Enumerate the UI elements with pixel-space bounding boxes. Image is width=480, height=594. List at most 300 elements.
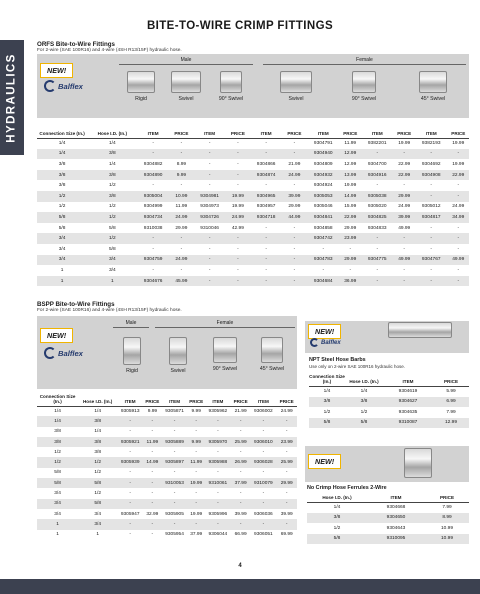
table-cell: 5.99 bbox=[446, 389, 456, 394]
table-cell: 69.99 bbox=[280, 532, 293, 538]
table-cell: - bbox=[448, 276, 469, 287]
table-row bbox=[37, 212, 469, 223]
table-row bbox=[309, 397, 469, 408]
bspp-fitting-45-swivel bbox=[249, 337, 295, 372]
fitting-image bbox=[404, 448, 432, 478]
table-cell: - bbox=[143, 416, 161, 426]
orfs-brand-logo bbox=[44, 80, 83, 92]
table-cell: 9305962 bbox=[208, 408, 228, 414]
table-cell: - bbox=[208, 141, 211, 147]
table-cell: 1/2 bbox=[94, 491, 101, 497]
table-cell: 5/8 bbox=[78, 499, 117, 509]
column-header: PRICE bbox=[169, 124, 194, 138]
table-cell: 11.99 bbox=[175, 204, 188, 210]
table-cell: 22.99 bbox=[448, 170, 469, 181]
table-cell: - bbox=[180, 141, 183, 147]
table-cell: - bbox=[282, 255, 307, 266]
table-row bbox=[37, 427, 297, 437]
table-cell: 9305871 bbox=[165, 408, 184, 414]
table-cell: - bbox=[276, 416, 297, 426]
table-cell: 1/4 bbox=[333, 505, 341, 510]
table-cell: 1 bbox=[87, 276, 137, 287]
table-cell: - bbox=[282, 149, 307, 160]
table-cell: - bbox=[188, 499, 205, 509]
table-cell: 66.99 bbox=[234, 532, 247, 538]
table-cell: - bbox=[282, 276, 307, 287]
table-cell: 3/8 bbox=[78, 416, 117, 426]
table-cell: - bbox=[173, 449, 176, 455]
table-cell: 9304775 bbox=[361, 255, 394, 266]
table-cell: - bbox=[194, 170, 225, 181]
table-cell: - bbox=[195, 491, 198, 497]
column-header: Hose I.D. (In.) bbox=[345, 372, 383, 386]
table-cell: 24.99 bbox=[280, 408, 293, 414]
table-cell: 9304742 bbox=[307, 233, 340, 244]
table-row bbox=[309, 418, 469, 429]
table-cell: 10.99 bbox=[440, 525, 453, 531]
table-cell: 29.99 bbox=[175, 225, 188, 231]
table-cell: 3/4 bbox=[94, 511, 101, 517]
column-header: ITEM bbox=[250, 124, 281, 138]
column-header: ITEM bbox=[383, 372, 433, 386]
table-cell: 9304668 bbox=[386, 505, 406, 510]
table-cell: 9304635 bbox=[398, 409, 418, 415]
table-cell: - bbox=[151, 491, 154, 497]
table-cell: 12.99 bbox=[344, 161, 357, 167]
column-header: PRICE bbox=[143, 392, 161, 406]
table-cell: - bbox=[262, 470, 265, 476]
fitting-image bbox=[213, 337, 237, 363]
table-cell: - bbox=[415, 233, 448, 244]
table-row bbox=[37, 170, 469, 181]
table-cell: - bbox=[239, 491, 242, 497]
table-cell: 44.99 bbox=[282, 212, 307, 223]
table-cell: 9382201 bbox=[367, 141, 387, 147]
table-cell: 3/4 bbox=[37, 499, 78, 509]
table-cell: - bbox=[231, 499, 251, 509]
table-cell: - bbox=[250, 149, 281, 160]
table-cell: 9.99 bbox=[169, 170, 194, 181]
table-cell: 9304858 bbox=[313, 225, 333, 231]
table-cell: - bbox=[457, 183, 460, 189]
table-cell: 19.99 bbox=[398, 141, 411, 147]
table-cell: 36.99 bbox=[340, 276, 361, 287]
column-header: Hose I.D. (In.) bbox=[78, 392, 117, 406]
table-cell: - bbox=[457, 267, 460, 273]
table-cell: 29.99 bbox=[394, 191, 415, 202]
table-cell: 5/8 bbox=[108, 246, 116, 252]
table-cell: 9304973 bbox=[200, 204, 219, 210]
table-cell: 14.99 bbox=[143, 457, 161, 467]
table-row bbox=[37, 447, 297, 457]
column-header: PRICE bbox=[425, 494, 469, 502]
table-cell: 9305020 bbox=[367, 204, 387, 210]
table-cell: 3/8 bbox=[58, 161, 66, 167]
table-cell: - bbox=[152, 246, 154, 252]
table-cell: 19.99 bbox=[225, 191, 250, 202]
orfs-fitting-swivel-female bbox=[263, 71, 329, 102]
fitting-caption: 45° Swivel bbox=[259, 366, 285, 372]
table-cell: - bbox=[394, 149, 415, 160]
column-header: ITEM bbox=[361, 124, 394, 138]
bspp-group-male: Male bbox=[125, 320, 137, 326]
table-cell: 1/4 bbox=[323, 389, 331, 394]
table-cell: 3/8 bbox=[87, 170, 137, 181]
table-cell: - bbox=[143, 499, 161, 509]
table-cell: 24.99 bbox=[225, 212, 250, 223]
bspp-group-female: Female bbox=[216, 320, 234, 326]
table-cell: - bbox=[394, 276, 415, 287]
table-cell: 10.99 bbox=[169, 191, 194, 202]
table-cell: 9306002 bbox=[254, 408, 273, 414]
fitting-caption: Rigid bbox=[135, 96, 147, 102]
table-cell: 9304916 bbox=[361, 170, 394, 181]
table-cell: - bbox=[194, 255, 225, 266]
npt-title: NPT Steel Hose Barbs bbox=[309, 357, 366, 363]
table-cell: - bbox=[217, 449, 219, 455]
table-cell: - bbox=[457, 225, 460, 231]
table-cell: 9304676 bbox=[137, 276, 168, 287]
table-cell: 9382193 bbox=[421, 141, 441, 147]
table-cell: 3/8 bbox=[94, 449, 101, 455]
orfs-group-male-rule bbox=[119, 64, 253, 65]
orfs-subtitle: For 2-wire (SAE 100R16) and 4-wire (4SH R13/15F) hydraulic hose. bbox=[37, 48, 182, 53]
table-cell: 3/8 bbox=[307, 513, 367, 524]
table-cell: - bbox=[293, 246, 296, 252]
table-cell: 3/4 bbox=[37, 255, 87, 266]
table-cell: - bbox=[217, 491, 219, 497]
table-cell: 9304650 bbox=[367, 513, 425, 524]
table-cell: - bbox=[349, 267, 352, 273]
table-cell: - bbox=[180, 246, 183, 252]
table-cell: 14.99 bbox=[340, 191, 361, 202]
table-cell: 9304999 bbox=[143, 204, 163, 210]
table-cell: 9305004 bbox=[137, 191, 168, 202]
npt-brand-name: Balflex bbox=[321, 339, 341, 346]
table-cell: - bbox=[237, 267, 239, 273]
ferrule-image bbox=[378, 448, 458, 478]
table-cell: 1/4 bbox=[54, 408, 61, 414]
table-cell: 9304734 bbox=[137, 212, 168, 223]
table-cell: 5/8 bbox=[345, 418, 383, 429]
fitting-caption: Swivel bbox=[288, 96, 304, 102]
table-cell: 15.99 bbox=[344, 204, 357, 210]
table-cell: 9305905 bbox=[165, 511, 184, 517]
table-row bbox=[37, 499, 297, 509]
table-cell: - bbox=[285, 491, 288, 497]
table-cell: - bbox=[448, 149, 469, 160]
table-cell: - bbox=[361, 233, 394, 244]
table-cell: - bbox=[152, 183, 154, 189]
table-cell: 9305053 bbox=[307, 191, 340, 202]
table-cell: 24.99 bbox=[398, 204, 411, 210]
section-tab bbox=[0, 40, 24, 155]
table-cell: 1/4 bbox=[94, 429, 101, 435]
table-cell: - bbox=[237, 161, 239, 167]
table-cell: 9304817 bbox=[415, 212, 448, 223]
section-tab-label: HYDRAULICS bbox=[6, 52, 19, 143]
table-row bbox=[37, 149, 469, 160]
table-cell: 5/8 bbox=[54, 470, 61, 476]
table-cell: - bbox=[225, 255, 250, 266]
table-cell: 1 bbox=[37, 519, 78, 529]
fitting-caption: 90° Swivel bbox=[351, 96, 377, 102]
column-header: PRICE bbox=[231, 392, 251, 406]
table-cell: - bbox=[117, 499, 143, 509]
table-cell: - bbox=[143, 519, 161, 529]
table-cell: - bbox=[188, 416, 205, 426]
table-cell: 1/2 bbox=[87, 212, 137, 223]
table-cell: - bbox=[430, 225, 433, 231]
table-cell: 9310046 bbox=[200, 225, 219, 231]
balflex-logo-icon bbox=[310, 338, 319, 347]
table-cell: 9305012 bbox=[421, 204, 441, 210]
table-cell: 9306028 bbox=[250, 457, 276, 467]
table-row bbox=[309, 407, 469, 418]
orfs-group-male: Male bbox=[180, 57, 192, 63]
table-cell: 3/4 bbox=[58, 246, 66, 252]
table-cell: - bbox=[173, 429, 176, 435]
table-cell: - bbox=[322, 246, 325, 252]
orfs-fitting-swivel-male bbox=[164, 71, 208, 102]
table-cell: 9305913 bbox=[120, 408, 140, 414]
table-cell: 13.99 bbox=[340, 170, 361, 181]
table-cell: 19.99 bbox=[231, 204, 244, 210]
column-header: ITEM bbox=[250, 392, 276, 406]
table-cell: 9305988 bbox=[205, 457, 231, 467]
table-cell: 49.99 bbox=[394, 255, 415, 266]
column-header: ITEM bbox=[194, 124, 225, 138]
table-cell: - bbox=[376, 267, 379, 273]
table-cell: 9305996 bbox=[208, 511, 228, 517]
table-cell: 22.99 bbox=[394, 170, 415, 181]
table-cell: - bbox=[376, 246, 379, 252]
table-cell: 5/8 bbox=[309, 418, 345, 429]
column-header: Hose I.D. (In.) bbox=[307, 494, 367, 502]
ferrule-title: No Crimp Hose Ferrules 2-Wire bbox=[307, 485, 387, 491]
bspp-group-female-rule bbox=[155, 327, 295, 328]
fitting-caption: Swivel bbox=[170, 368, 186, 374]
table-row bbox=[37, 265, 469, 276]
fitting-caption: 90° Swivel bbox=[212, 366, 238, 372]
table-cell: - bbox=[151, 532, 154, 538]
table-cell: 25.99 bbox=[276, 457, 297, 467]
table-cell: 9.99 bbox=[188, 437, 205, 447]
balflex-logo-icon bbox=[44, 347, 56, 359]
table-cell: - bbox=[231, 519, 251, 529]
table-cell: - bbox=[195, 470, 198, 476]
table-cell: 1 bbox=[96, 532, 99, 538]
table-cell: - bbox=[239, 429, 242, 435]
table-cell: 3/8 bbox=[87, 149, 137, 160]
table-cell: 1/2 bbox=[108, 183, 116, 189]
table-cell: 22.99 bbox=[340, 212, 361, 223]
column-header: Hose I.D. (In.) bbox=[87, 124, 137, 138]
table-cell: 24.99 bbox=[452, 204, 465, 210]
table-cell: 45.99 bbox=[169, 276, 194, 287]
orfs-brand-name: Balflex bbox=[58, 81, 83, 91]
table-cell: 11.99 bbox=[188, 457, 205, 467]
ferrule-new-badge: NEW! bbox=[308, 454, 341, 469]
table-cell: - bbox=[430, 183, 433, 189]
table-cell: - bbox=[137, 149, 168, 160]
table-cell: - bbox=[265, 267, 267, 273]
table-cell: 37.99 bbox=[231, 478, 251, 488]
table-cell: 9305921 bbox=[117, 437, 143, 447]
table-cell: 1/2 bbox=[94, 470, 101, 476]
fitting-caption: 45° Swivel bbox=[420, 96, 446, 102]
table-cell: 9306044 bbox=[208, 532, 228, 538]
table-cell: 9304783 bbox=[307, 255, 340, 266]
table-row bbox=[37, 138, 469, 149]
table-cell: 6.99 bbox=[433, 397, 469, 408]
table-cell: - bbox=[403, 183, 406, 189]
table-cell: 3/8 bbox=[54, 429, 61, 435]
table-cell: 9.99 bbox=[147, 408, 158, 414]
table-cell: 39.99 bbox=[234, 511, 247, 517]
table-cell: 3/8 bbox=[345, 397, 383, 408]
table-cell: - bbox=[457, 246, 460, 252]
table-row bbox=[37, 255, 469, 266]
fitting-image bbox=[419, 71, 447, 93]
column-header: ITEM bbox=[162, 392, 188, 406]
table-cell: 9304700 bbox=[367, 161, 387, 167]
orfs-fitting-rigid bbox=[119, 71, 163, 102]
table-cell: - bbox=[322, 267, 325, 273]
table-cell: - bbox=[265, 225, 267, 231]
table-cell: - bbox=[262, 491, 265, 497]
table-cell: 3/8 bbox=[37, 437, 78, 447]
table-cell: 23.99 bbox=[340, 233, 361, 244]
fitting-caption: 90° Swivel bbox=[218, 96, 244, 102]
table-cell: 3/8 bbox=[87, 191, 137, 202]
balflex-logo-icon bbox=[44, 80, 56, 92]
column-header: ITEM bbox=[137, 124, 168, 138]
table-cell: - bbox=[217, 429, 219, 435]
table-cell: 1/2 bbox=[37, 457, 78, 467]
table-cell: - bbox=[250, 276, 281, 287]
table-cell: 9304684 bbox=[307, 276, 340, 287]
table-cell: 8.99 bbox=[425, 513, 469, 524]
table-cell: - bbox=[285, 429, 288, 435]
table-cell: 1/2 bbox=[323, 409, 331, 415]
table-row bbox=[37, 530, 297, 540]
table-cell: 24.99 bbox=[169, 255, 194, 266]
table-cell: 1 bbox=[37, 276, 87, 287]
bspp-fitting-rigid bbox=[113, 337, 151, 374]
table-cell: - bbox=[430, 267, 433, 273]
fitting-image bbox=[261, 337, 283, 363]
bspp-fitting-swivel bbox=[155, 337, 201, 374]
table-cell: 9.99 bbox=[191, 408, 201, 414]
table-cell: 25.99 bbox=[231, 437, 251, 447]
npt-new-badge: NEW! bbox=[308, 324, 341, 339]
table-cell: 1/2 bbox=[58, 204, 66, 210]
table-row bbox=[307, 523, 469, 534]
table-cell: - bbox=[237, 246, 239, 252]
npt-subtitle: Use only on 2-wire SAE 100R16 hydraulic hose. bbox=[309, 364, 406, 369]
column-header: ITEM bbox=[117, 392, 143, 406]
table-row bbox=[37, 468, 297, 478]
table-cell: - bbox=[262, 429, 265, 435]
table-cell: 1/2 bbox=[37, 191, 87, 202]
ferrule-price-table bbox=[307, 494, 469, 544]
table-cell: - bbox=[129, 449, 131, 455]
table-cell: 9304692 bbox=[421, 161, 441, 167]
bspp-price-table bbox=[37, 392, 297, 540]
table-cell: 9304874 bbox=[250, 170, 281, 181]
table-cell: 5/8 bbox=[78, 478, 117, 488]
table-cell: - bbox=[448, 191, 469, 202]
table-cell: 1 bbox=[56, 532, 59, 538]
fitting-image bbox=[123, 337, 141, 365]
table-cell: 9305954 bbox=[165, 532, 184, 538]
table-cell: 10.99 bbox=[425, 534, 469, 545]
fitting-image bbox=[388, 322, 452, 338]
table-cell: 37.99 bbox=[190, 532, 203, 538]
orfs-new-badge: NEW! bbox=[40, 63, 73, 78]
bspp-new-badge: NEW! bbox=[40, 328, 73, 343]
orfs-fitting-45-swivel-female bbox=[400, 71, 466, 102]
table-cell: - bbox=[117, 478, 143, 488]
fitting-image bbox=[127, 71, 155, 93]
table-cell: - bbox=[276, 499, 297, 509]
table-row bbox=[37, 233, 469, 244]
column-header: PRICE bbox=[188, 392, 205, 406]
column-header: Connection Size (In.) bbox=[309, 372, 345, 386]
bspp-title: BSPP Bite-to-Wire Fittings bbox=[37, 301, 115, 308]
table-row bbox=[37, 406, 297, 416]
page-title: BITE-TO-WIRE CRIMP FITTINGS bbox=[146, 20, 334, 32]
table-cell: - bbox=[231, 416, 251, 426]
table-cell: - bbox=[152, 267, 154, 273]
table-cell: 9310095 bbox=[367, 534, 425, 545]
table-cell: - bbox=[376, 183, 379, 189]
table-cell: 11.99 bbox=[143, 437, 161, 447]
table-row bbox=[309, 386, 469, 397]
npt-price-table bbox=[309, 372, 469, 428]
table-cell: - bbox=[205, 416, 231, 426]
table-cell: - bbox=[250, 519, 276, 529]
table-cell: - bbox=[430, 246, 433, 252]
table-cell: - bbox=[282, 233, 307, 244]
table-cell: - bbox=[265, 246, 267, 252]
table-cell: - bbox=[129, 532, 131, 538]
table-row bbox=[37, 478, 297, 488]
table-cell: 5/8 bbox=[58, 225, 66, 231]
table-cell: - bbox=[285, 449, 288, 455]
table-cell: - bbox=[239, 470, 242, 476]
table-cell: - bbox=[169, 233, 194, 244]
table-row bbox=[37, 488, 297, 498]
table-cell: 5/8 bbox=[37, 478, 78, 488]
table-cell: 9305970 bbox=[205, 437, 231, 447]
table-cell: - bbox=[129, 429, 131, 435]
table-cell: - bbox=[262, 449, 265, 455]
table-cell: 9306036 bbox=[254, 511, 273, 517]
page-number: 4 bbox=[238, 563, 242, 569]
table-cell: 1/2 bbox=[360, 409, 368, 415]
table-cell: 9305897 bbox=[162, 457, 188, 467]
table-cell: 9304643 bbox=[386, 525, 406, 531]
fitting-image bbox=[169, 337, 187, 365]
table-cell: - bbox=[250, 255, 281, 266]
table-cell: 9306010 bbox=[250, 437, 276, 447]
table-cell: 3/4 bbox=[108, 267, 116, 273]
table-cell: - bbox=[137, 233, 168, 244]
fitting-caption: Rigid bbox=[126, 368, 138, 374]
table-cell: 1/4 bbox=[37, 416, 78, 426]
